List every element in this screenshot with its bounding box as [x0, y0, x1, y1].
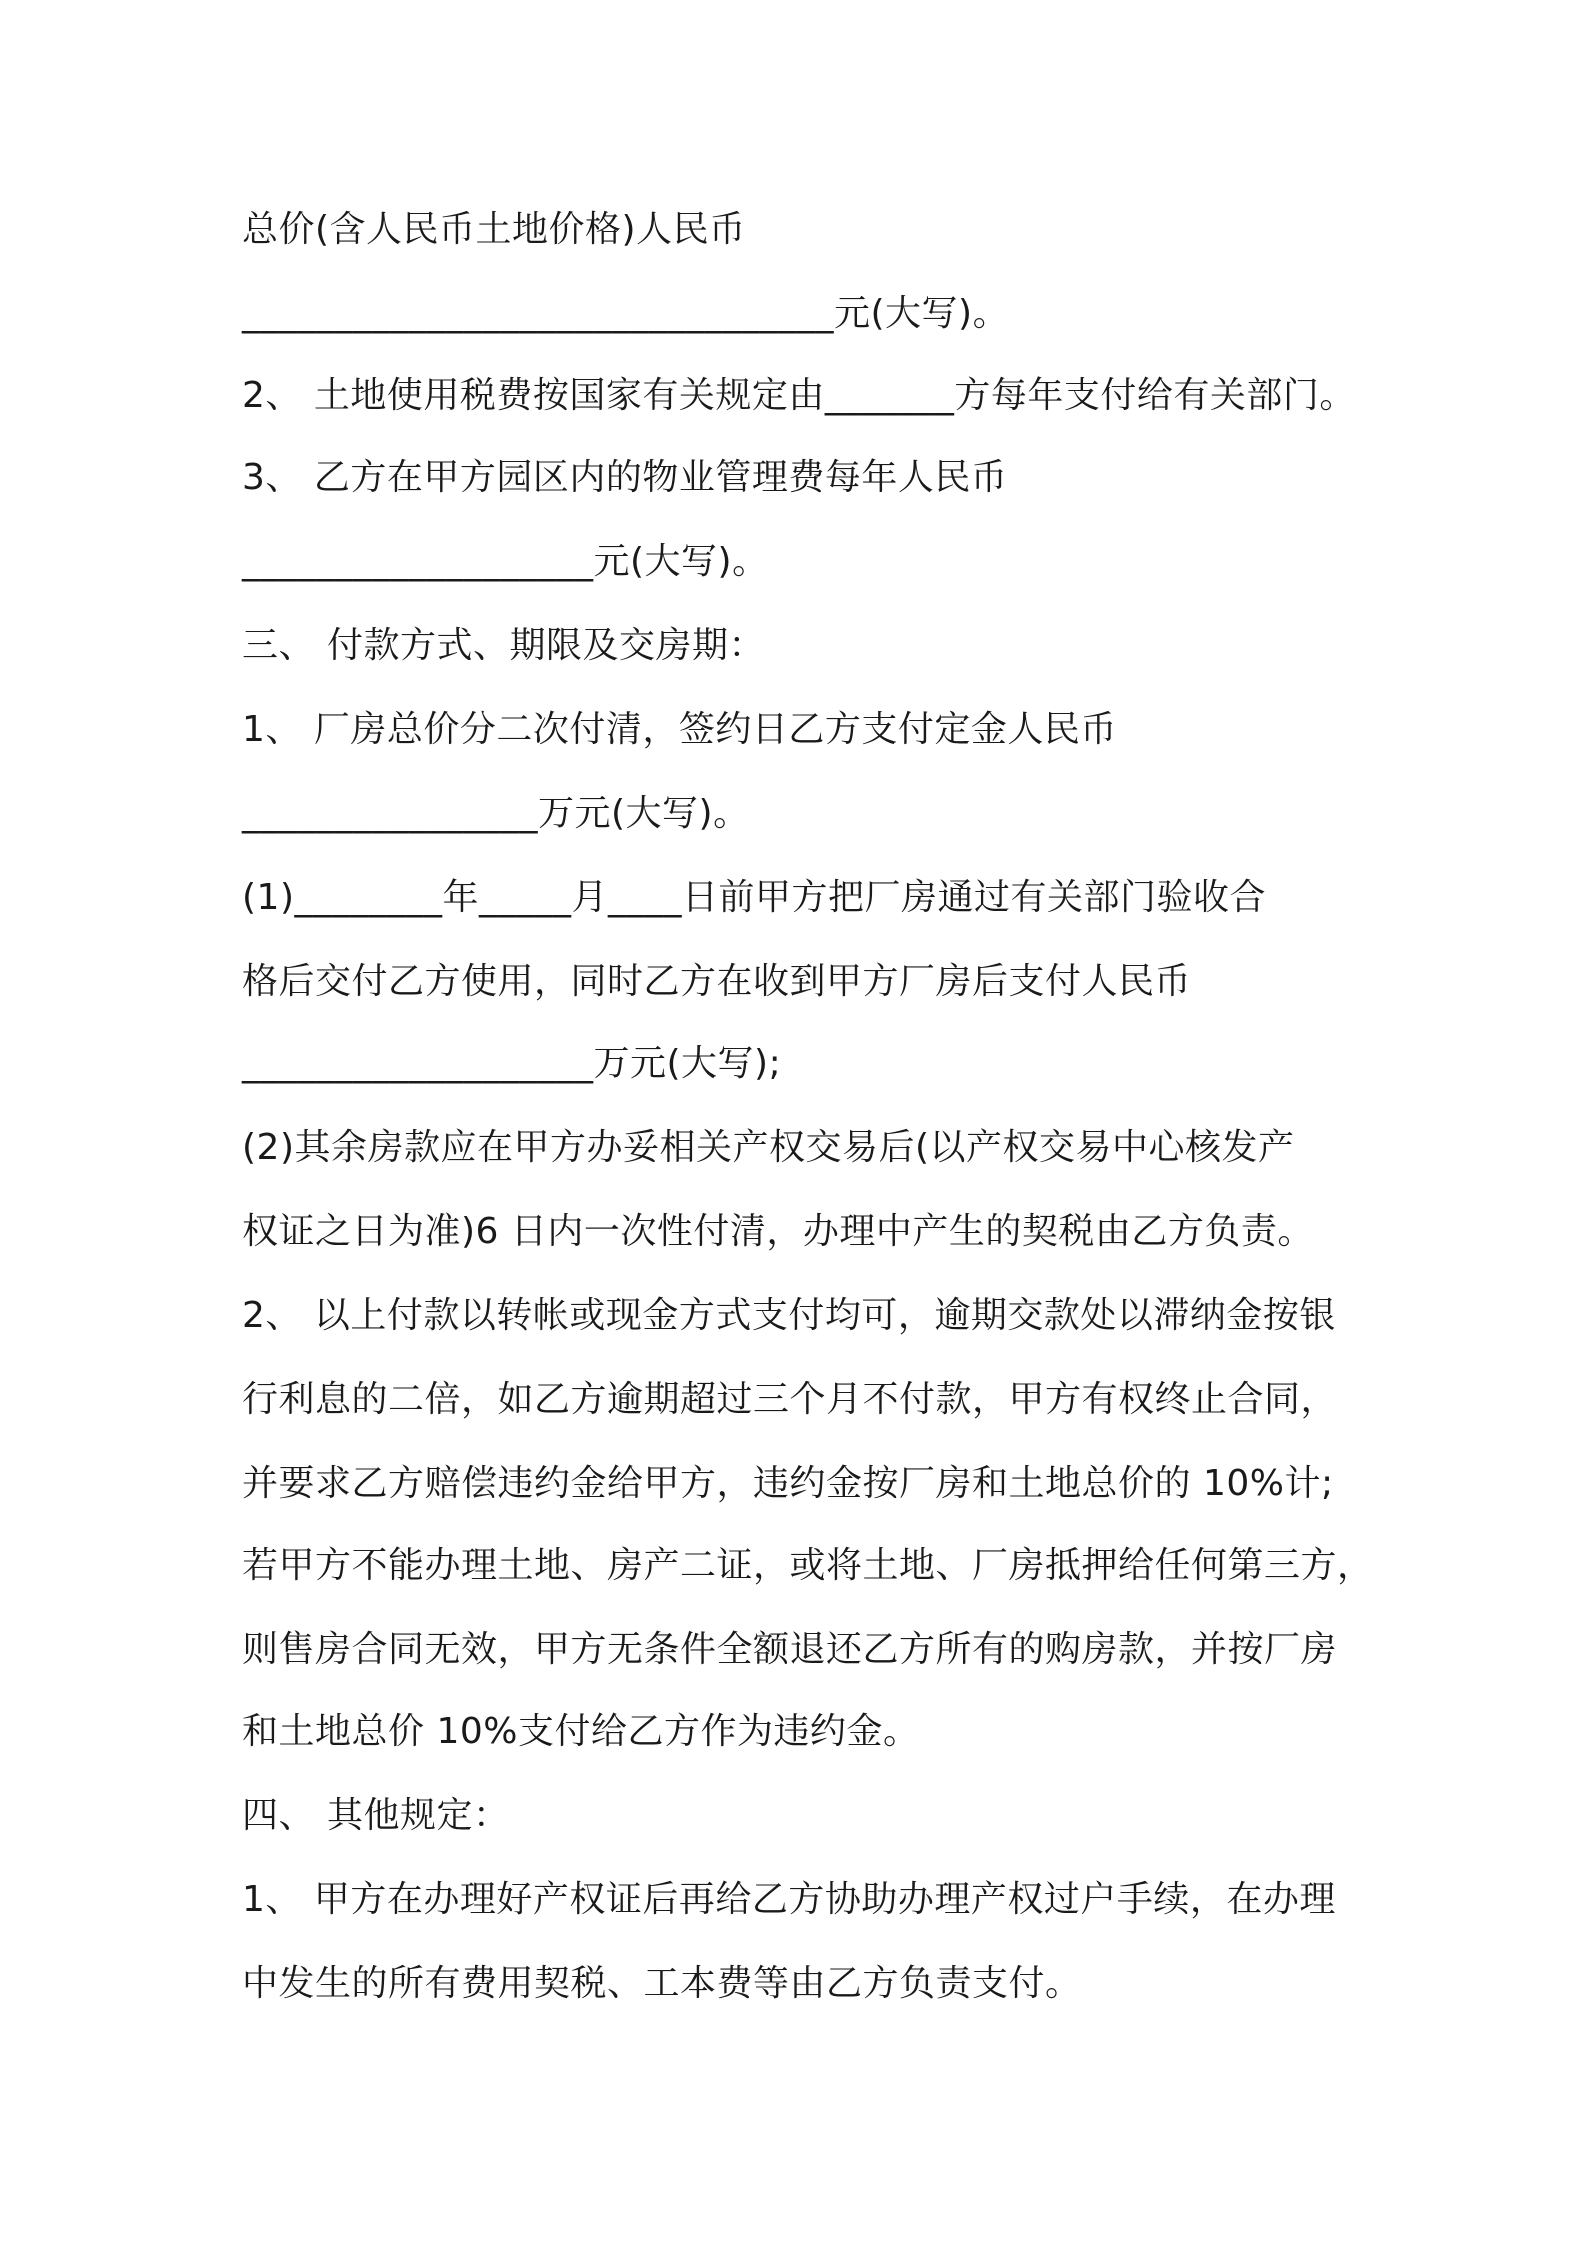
text-line: 则售房合同无效，甲方无条件全额退还乙方所有的购房款，并按厂房	[242, 1629, 1338, 1670]
text-line: 行利息的二倍，如乙方逾期超过三个月不付款，甲方有权终止合同，	[242, 1379, 1338, 1420]
text-line: 格后交付乙方使用，同时乙方在收到甲方厂房后支付人民币	[242, 961, 1192, 1002]
text-line: 总价(含人民币土地价格)人民币	[242, 209, 746, 250]
text-line: ________________万元(大写)。	[242, 793, 750, 834]
text-line: ___________________元(大写)。	[242, 541, 769, 582]
text-line: 权证之日为准)6 日内一次性付清，办理中产生的契税由乙方负责。	[242, 1211, 1314, 1252]
text-line: ___________________万元(大写);	[242, 1043, 782, 1084]
text-line: 1、 厂房总价分二次付清，签约日乙方支付定金人民币	[242, 709, 1117, 750]
text-line: 中发生的所有费用契税、工本费等由乙方负责支付。	[242, 1963, 1082, 2004]
text-line: 并要求乙方赔偿违约金给甲方，违约金按厂房和土地总价的 10%计;	[242, 1463, 1334, 1504]
text-line: 1、 甲方在办理好产权证后再给乙方协助办理产权过户手续，在办理	[242, 1879, 1336, 1920]
text-line: 若甲方不能办理土地、房产二证，或将土地、厂房抵押给任何第三方，	[242, 1545, 1374, 1586]
text-line: 2、 以上付款以转帐或现金方式支付均可，逾期交款处以滞纳金按银	[242, 1295, 1336, 1336]
text-line: ________________________________元(大写)。	[242, 293, 1010, 334]
text-line: 和土地总价 10%支付给乙方作为违约金。	[242, 1711, 920, 1752]
text-line: 3、 乙方在甲方园区内的物业管理费每年人民币	[242, 457, 1008, 498]
section-heading: 三、 付款方式、期限及交房期：	[242, 625, 765, 666]
text-line: (2)其余房款应在甲方办妥相关产权交易后(以产权交易中心核发产	[242, 1127, 1295, 1168]
section-heading: 四、 其他规定：	[242, 1795, 510, 1836]
text-line: 2、 土地使用税费按国家有关规定由_______方每年支付给有关部门。	[242, 375, 1356, 416]
text-line: (1)________年_____月____日前甲方把厂房通过有关部门验收合	[242, 877, 1266, 918]
